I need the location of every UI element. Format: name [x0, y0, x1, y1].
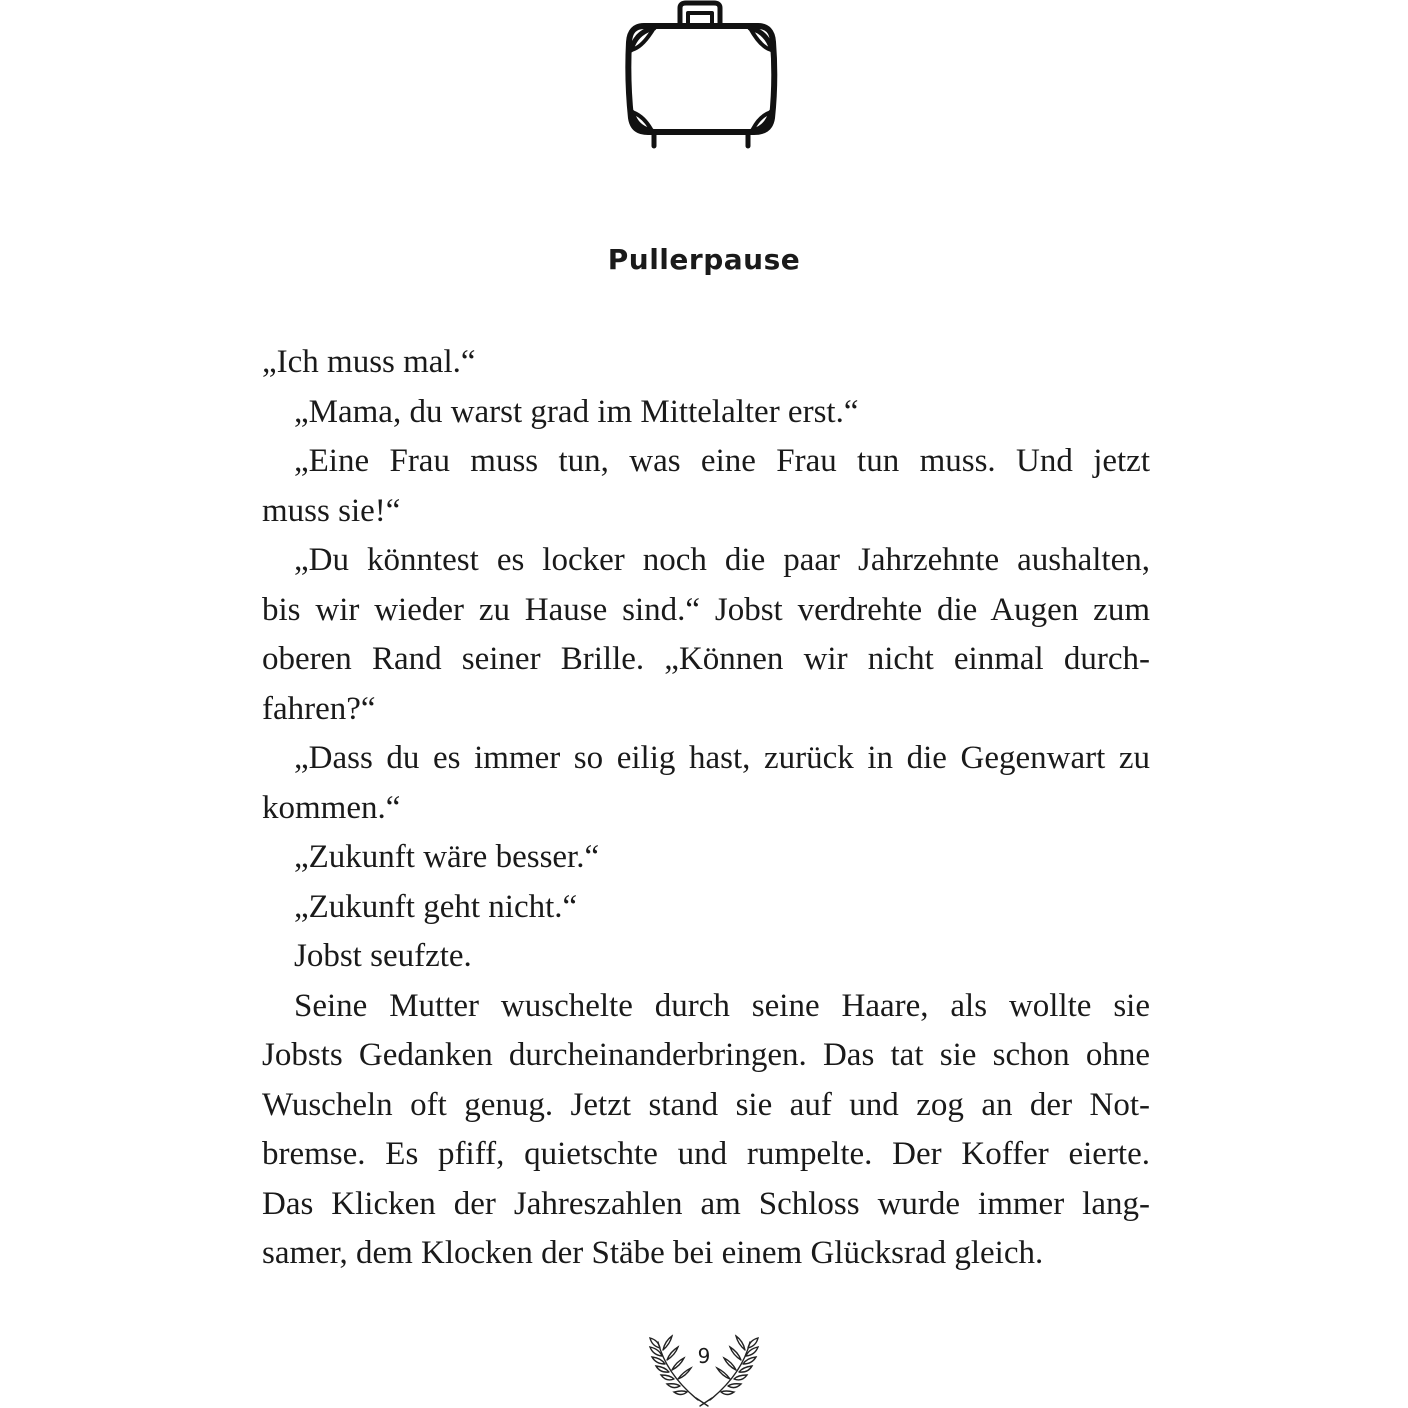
text-line: „Eine Frau muss tun, was eine Frau tun muss. Und jetzt: [294, 443, 1150, 479]
paragraph: [262, 833, 1150, 883]
paragraph: [262, 437, 1150, 536]
text-line: „Dass du es immer so eilig hast, zurück in die Gegenwart zu: [294, 740, 1150, 776]
text-line: bis wir wieder zu Hause sind.“ Jobst verdrehte die Augen zum: [262, 591, 1150, 628]
text-line: Das Klicken der Jahreszahlen am Schloss wurde immer lang-: [262, 1185, 1150, 1222]
text-line: „Mama, du warst grad im Mittelalter erst.“: [294, 393, 859, 430]
paragraph: [262, 536, 1150, 734]
paragraph: [262, 734, 1150, 833]
text-line: „Zukunft geht nicht.“: [294, 888, 578, 925]
text-line: oberen Rand seiner Brille. „Können wir nicht einmal durch-: [262, 641, 1150, 677]
text-line: Seine Mutter wuschelte durch seine Haare, als wollte sie: [294, 987, 1150, 1024]
suitcase-icon: [614, 0, 790, 152]
laurel-wreath-icon: [640, 1328, 768, 1408]
paragraph: [262, 388, 1150, 438]
paragraph: [262, 932, 1150, 982]
paragraph: [262, 338, 1150, 388]
paragraph: [262, 982, 1150, 1279]
text-line: Jobst seufzte.: [294, 938, 472, 974]
text-line: bremse. Es pfiff, quietschte und rumpelte. Der Koffer eierte.: [262, 1136, 1150, 1172]
text-line: kommen.“: [262, 789, 401, 826]
page-number: 9: [697, 1344, 711, 1368]
text-line: samer, dem Klocken der Stäbe bei einem Glücksrad gleich.: [262, 1235, 1044, 1271]
text-line: muss sie!“: [262, 492, 401, 529]
chapter-title: Pullerpause: [607, 243, 801, 276]
text-line: „Ich muss mal.“: [262, 344, 476, 380]
paragraph: [262, 883, 1150, 933]
text-line: „Zukunft wäre besser.“: [294, 839, 600, 875]
text-line: Jobsts Gedanken durcheinanderbringen. Das tat sie schon ohne: [262, 1037, 1150, 1073]
body-text: [262, 338, 1150, 1279]
text-line: fahren?“: [262, 690, 376, 727]
text-line: „Du könntest es locker noch die paar Jahrzehnte aushalten,: [294, 542, 1150, 578]
text-line: Wuscheln oft genug. Jetzt stand sie auf und zog an der Not-: [262, 1086, 1150, 1123]
